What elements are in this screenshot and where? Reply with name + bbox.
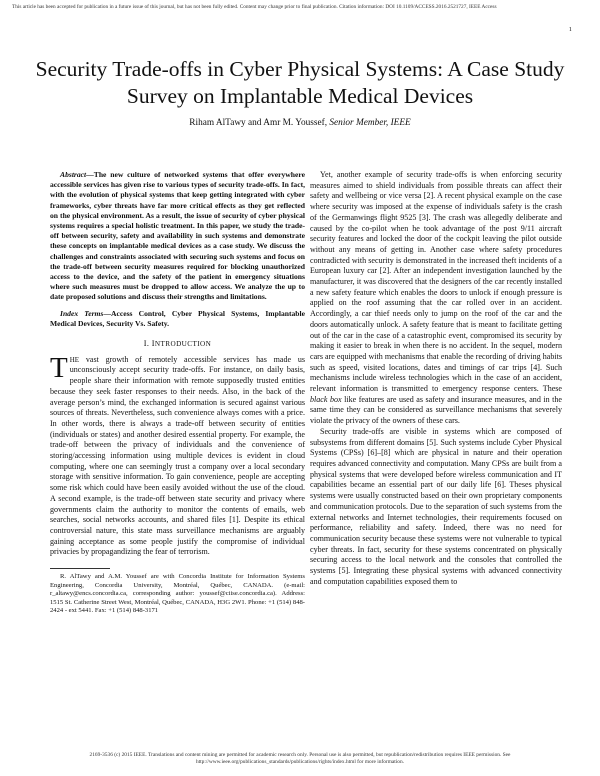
abstract-text: —The new culture of networked systems that offer everywhere accessible services has given rise to various types of security trade-offs. In fact, with the evolution of physical systems that keep getting integrated with cyber frameworks, cyber threats have far more critical effects as they get reflected on the physical environment. As a result, the issue of security of cyber physical systems requires a special holistic treatment. In this paper, we study the trade-off between security, safety and availability in such systems and demonstrate these concepts on implantable medical devices as a case study. We discuss the challenges and constraints associated with securing such systems and focus on the trade-off between security measures required for blocking unauthorized access to the device, and the safety of the patient in emergency situations where such measures must be dropped to allow access. We analyze the up to date proposed solutions and discuss their strengths and limitations.	[50, 170, 305, 302]
publication-notice: This article has been accepted for publication in a future issue of this journal, but has not been fully edited. Content may change prior to final publication. Citation information: DOI 10.1109/ACCESS.2016.2521727, IEEE Access	[12, 4, 497, 10]
footer-rights-link[interactable]: http://www.ieee.org/publications_standards/publications/rights/index.html for more information.	[195, 759, 405, 766]
index-terms-text: —Access Control, Cyber Physical Systems, Implantable Medical Devices, Security Vs. Safety.	[50, 308, 306, 328]
right-column	[310, 170, 562, 587]
intro-lead: HE	[69, 355, 80, 364]
author-footnote: R. AlTawy and A.M. Youssef are with Concordia Institute for Information Systems Engineering, Concordia University, Montréal, Québec, CANADA. (e-mail: r_altawy@encs.concordia.ca, corresponding author: youssef@ciise.concordia.ca). Address: 1515 St. Catherine Street West, Montréal, Québec, CANADA, H3G 2W1. Phone: +1 (514) 848-2424 - ext 5441. Fax: +1 (514) 848-3171	[50, 573, 305, 615]
footer-copyright: 2169-3536 (c) 2015 IEEE. Translations and content mining are permitted for academic research only. Personal use is also permitted, but republication/redistribution requires IEEE permission. See	[89, 752, 511, 758]
page-footer	[30, 752, 570, 766]
left-column	[50, 170, 305, 616]
abstract	[50, 170, 305, 303]
introduction-paragraph	[50, 351, 305, 558]
intro-text: vast growth of remotely accessible services has made us unconsciously accept security trade-offs. For instance, on daily basis, people share their information with remote supposedly trusted entities because they seek faster responses to their needs. Also, in the back of the average person’s mind, the exchanged information is secured against various sources of threats. Nevertheless, such convenience always comes with a price. In other words, there is always a trade-off between security of entities (individuals or states) and another desired essential property. For example, the trade-off between the privacy of individuals and the convenience of storing/accessing information using multiple devices is evident in cloud computing, where one can seemingly trust a company over a local secondary storage with sensitive information. To gain convenience, people are accepting some risk which could have been easily avoided without the use of the cloud. A second example, is the trade-off between state security and privacy where governments claim the authority to monitor the contents of emails, web searches, social networks accounts, and shared files [1]. Despite its ethical controversial nature, this state mass surveillance mechanisms are arguably gaining acceptance as some people justify the compromise of individual privacies by propagandizing the fear of terrorism.	[50, 354, 305, 557]
black-box-emphasis: black box	[310, 394, 342, 404]
section-heading-introduction: I. INTRODUCTION	[143, 339, 212, 349]
footnote-divider	[50, 568, 110, 569]
abstract-label: Abstract	[60, 170, 87, 179]
security-tradeoff-paragraph: Yet, another example of security trade-offs is when enforcing security measures aimed to shield individuals from possible threats can affect their safety and wellbeing or vice versa [2]. A recent physical example on the case where security was imposed at the expense of individuals safety is the crash of the Germanwings flight 9525 [3]. The crash was allegedly deliberate and caused by the co-pilot when he took advantage of the post 9/11 aircraft security features and locked the door of the cockpit leaving the pilot outside without any means of getting in. Another case where safety procedures contradicted with security is demonstrated in the increased theft incidents of a European luxury car [2]. After an independent investigation launched by the manufacturer, it was discovered that the designers of the car recently installed a new safety feature which enables the doors to unlock if enough pressure is applied on the roof assuming that the car rolled over in an accident. Accordingly, a car thief needs only to jump on the roof of the car and the doors automatically unlock. A safety feature that is meant to facilitate getting out of the car in the case of a catastrophic event, compromised its security by making it easier to break in when there is no accident. In the sequel, modern cars are equipped with mechanisms that enable the recording of driving habits such as speed, visited locations, dates and timings of car trips [4]. Such mechanisms include wireless technologies which in the case of an accident, relevant information is transmitted to emergency response centers. These black box like features are used as safety and insurance measures, and in the same time they can be considered as surveillance mechanisms that severely violate the privacy of the owners of these cars.	[310, 170, 562, 426]
author-names: Riham AlTawy and Amr M. Youssef,	[189, 118, 328, 128]
drop-cap: T	[50, 351, 68, 384]
author-membership: Senior Member, IEEE	[329, 118, 411, 128]
cps-paragraph: Security trade-offs are visible in systems which are composed of subsystems from different domains [5]. Such systems include Cyber Physical Systems (CPSs) [6]–[8] which are physical in nature and their operation requires advanced connectivity and computation. Many CPSs are built from a physical systems that were developed before wireless communication and IT capabilities became an essential part of our daily life [6]. Theses physical systems were usually constructed based on their own proprietary components and communication protocols. Due to the separation of such systems from the external networks and Internet technologies, their requirements focused on performance, reliability and safety. Indeed, there was no need for communication security because these systems were not vulnerable to typical cyber threats. In fact, security for these systems concentrated on physically securing access to the local network and the consoles that controlled the systems [5]. Integrating these physical systems with advanced connectivity and computation capabilities exposed them to	[310, 426, 562, 586]
index-terms-label: Index Terms	[60, 308, 104, 318]
author-line	[20, 118, 580, 128]
index-terms	[50, 309, 305, 329]
paper-title: Security Trade-offs in Cyber Physical Systems: A Case Study Survey on Implantable Medical Devices	[35, 57, 565, 108]
page-number: 1	[568, 26, 572, 33]
